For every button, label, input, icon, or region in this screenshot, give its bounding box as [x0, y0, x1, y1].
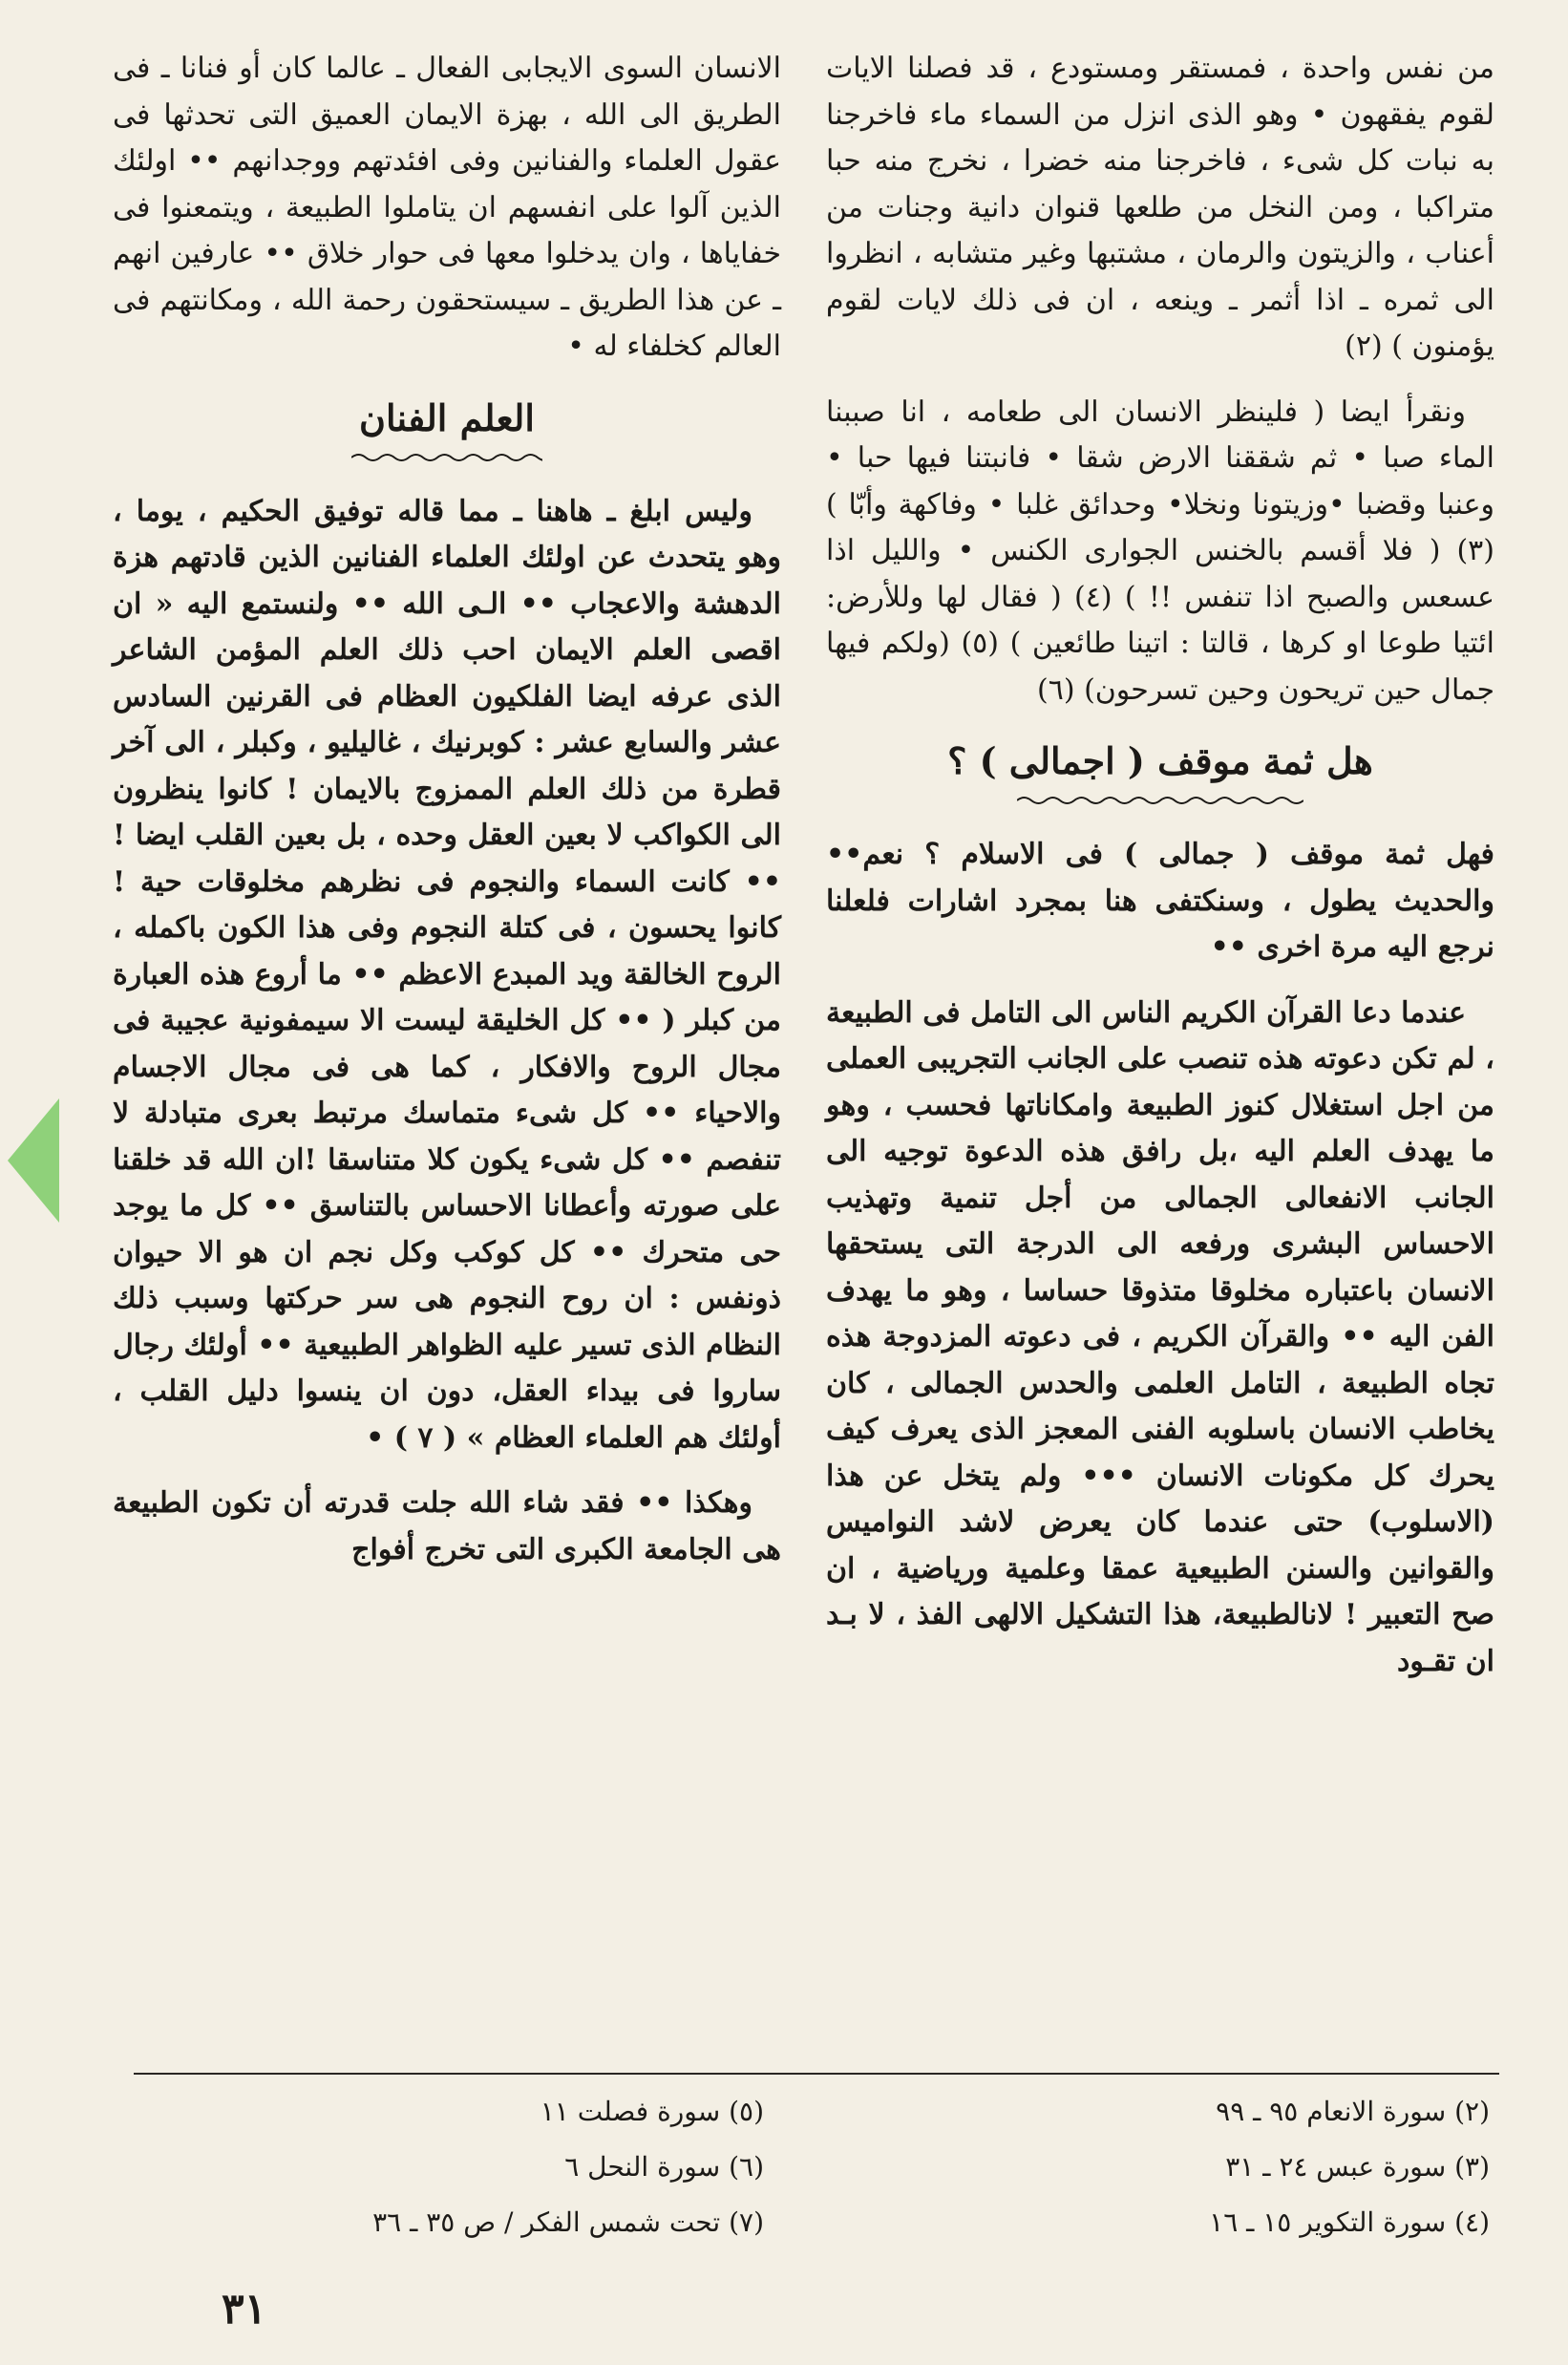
footnotes-left [153, 2084, 764, 2250]
footnote-divider [134, 2073, 1499, 2075]
footnote-4: (٤) سورة التكوير ١٥ ـ ١٦ [1209, 2206, 1490, 2238]
section-heading-artist-science: العلم الفنان [359, 395, 535, 439]
right-paragraph-1: من نفس واحدة ، فمستقر ومستودع ، قد فصلنا الايات لقوم يفقهون • وهو الذى انزل من السماء ماء فاخرجنا به نبات كل شىء ، فاخرجنا منه خضرا ، نخرج منه حبا متراكبا ، ومن النخل من طلعها قنوان دانية وجنات من أعناب ، والزيتون والرمان ، مشتبها وغير متشابه ، انظروا الى ثمره ـ اذا أثمر ـ وينعه ، ان فى ذلك لايات لقوم يؤمنون ) (٢) [826, 52, 1495, 363]
right-paragraph-2: ونقرأ ايضا ( فلينظر الانسان الى طعامه ، انا صببنا الماء صبا • ثم شققنا الارض شقا • فانبتنا فيها حبا • وعنبا وقضبا •وزيتونا ونخلا• وحدائق غلبا • وفاكهة وأبّا ) (٣) ( فلا أقسم بالخنس الجوارى الكنس • والليل اذا عسعس والصبح اذا تنفس !! ) (٤) ( فقال لها وللأرض: ائتيا طوعا او كرها ، قالتا : اتينا طائعين ) (٥) (ولكم فيها جمال حين تريحون وحين تسرحون) (٦) [826, 394, 1494, 707]
left-paragraph-1: الانسان السوى الايجابى الفعال ـ عالما كان أو فنانا ـ فى الطريق الى الله ، بهزة الايمان العميق التى تحدثها فى عقول العلماء والفنانين وفى افئدتهم ووجدانهم •• اولئك الذين آلوا على انفسهم ان يتاملوا الطبيعة ، ويتمعنوا فى خفاياها ، وان يدخلوا معها فى حوار خلاق •• عارفين انهم ـ عن هذا الطريق ـ سيستحقون رحمة الله ، ومكانتهم فى العالم كخلفاء له • [113, 52, 781, 363]
footnote-6: (٦) سورة النحل ٦ [564, 2151, 764, 2183]
left-column [113, 46, 781, 1592]
footnote-7: (٧) تحت شمس الفكر / ص ٣٥ ـ ٣٦ [372, 2206, 764, 2238]
right-paragraph-4: عندما دعا القرآن الكريم الناس الى التامل فى الطبيعة ، لم تكن دعوته هذه تنصب على الجانب التجريبى العملى من اجل استغلال كنوز الطبيعة وامكاناتها فحسب ، وهو ما يهدف العلم اليه ،بل رافق هذه الدعوة توجيه الى الجانب الانفعالى الجمالى من أجل تنمية وتهذيب الاحساس البشرى ورفعه الى الدرجة التى يستحقها الانسان باعتباره مخلوقا متذوقا حساسا ، وهو ما يهدف الفن اليه •• والقرآن الكريم ، فى دعوته المزدوجة هذه تجاه الطبيعة ، التامل العلمى والحدس الجمالى ، كان يخاطب الانسان باسلوبه الفنى المعجز الذى يعرف كيف يحرك كل مكونات الانسان ••• ولم يتخل عن هذا (الاسلوب) حتى عندما كان يعرض لاشد النواميس والقوانين والسنن الطبيعية عمقا وعلمية ورياضية ، ان صح التعبير ! لانالطبيعة، هذا التشكيل الالهى الفذ ، لا بـد ان تقـود [826, 995, 1494, 1678]
right-column [826, 46, 1494, 1704]
page-number: ٣١ [222, 2285, 267, 2333]
page-marker-triangle-icon [8, 1098, 59, 1223]
footnote-2: (٢) سورة الانعام ٩٥ ـ ٩٩ [1216, 2096, 1490, 2127]
footnote-3: (٣) سورة عبس ٢٤ ـ ٣١ [1225, 2151, 1490, 2183]
section-heading-aesthetic-stance: هل ثمة موقف ( اجمالى ) ؟ [947, 739, 1373, 782]
footnote-5: (٥) سورة فصلت ١١ [540, 2096, 764, 2127]
wavy-underline-icon [1017, 794, 1303, 807]
left-paragraph-3: وهكذا •• فقد شاء الله جلت قدرته أن تكون الطبيعة هى الجامعة الكبرى التى تخرج أفواج [113, 1486, 781, 1566]
left-paragraph-2: وليس ابلغ ـ هاهنا ـ مما قاله توفيق الحكيم ، يوما ، وهو يتحدث عن اولئك العلماء الفنانين الذين قادتهم هزة الدهشة والاعجاب •• الـى الله •• ولنستمع اليه « ان اقصى العلم الايمان احب ذلك العلم المؤمن الشاعر الذى عرفه ايضا الفلكيون العظام فى القرنين السادس عشر والسابع عشر : كوبرنيك ، غاليليو ، وكبلر ، الى آخر قطرة من ذلك العلم الممزوج بالايمان ! كانوا ينظرون الى الكواكب لا بعين العقل وحده ، بل بعين القلب ايضا ! •• كانت السماء والنجوم فى نظرهم مخلوقات حية ! كانوا يحسون ، فى كتلة النجوم وفى هذا الكون باكمله ، الروح الخالقة ويد المبدع الاعظم •• ما أروع هذه العبارة من كبلر ( •• كل الخليقة ليست الا سيمفونية عجيبة فى مجال الروح والافكار ، كما هى فى مجال الاجسام والاحياء •• كل شىء متماسك مرتبط بعرى متبادلة لا تنفصم •• كل شىء يكون كلا متناسقا !ان الله قد خلقنا على صورته وأعطانا الاحساس بالتناسق •• كل ما يوجد حى متحرك •• كل كوكب وكل نجم ان هو الا حيوان ذونفس : ان روح النجوم هى سر حركتها وسبب ذلك النظام الذى تسير عليه الظواهر الطبيعية •• أولئك رجال ساروا فى بيداء العقل، دون ان ينسوا دليل القلب ، أولئك هم العلماء العظام » ( ٧ ) • [113, 494, 781, 1455]
footnotes-right [879, 2084, 1490, 2250]
right-paragraph-3: فهل ثمة موقف ( جمالى ) فى الاسلام ؟ نعم•• والحديث يطول ، وسنكتفى هنا بمجرد اشارات فلعلنا نرجع اليه مرة اخرى •• [826, 838, 1494, 964]
wavy-underline-icon [351, 451, 542, 464]
